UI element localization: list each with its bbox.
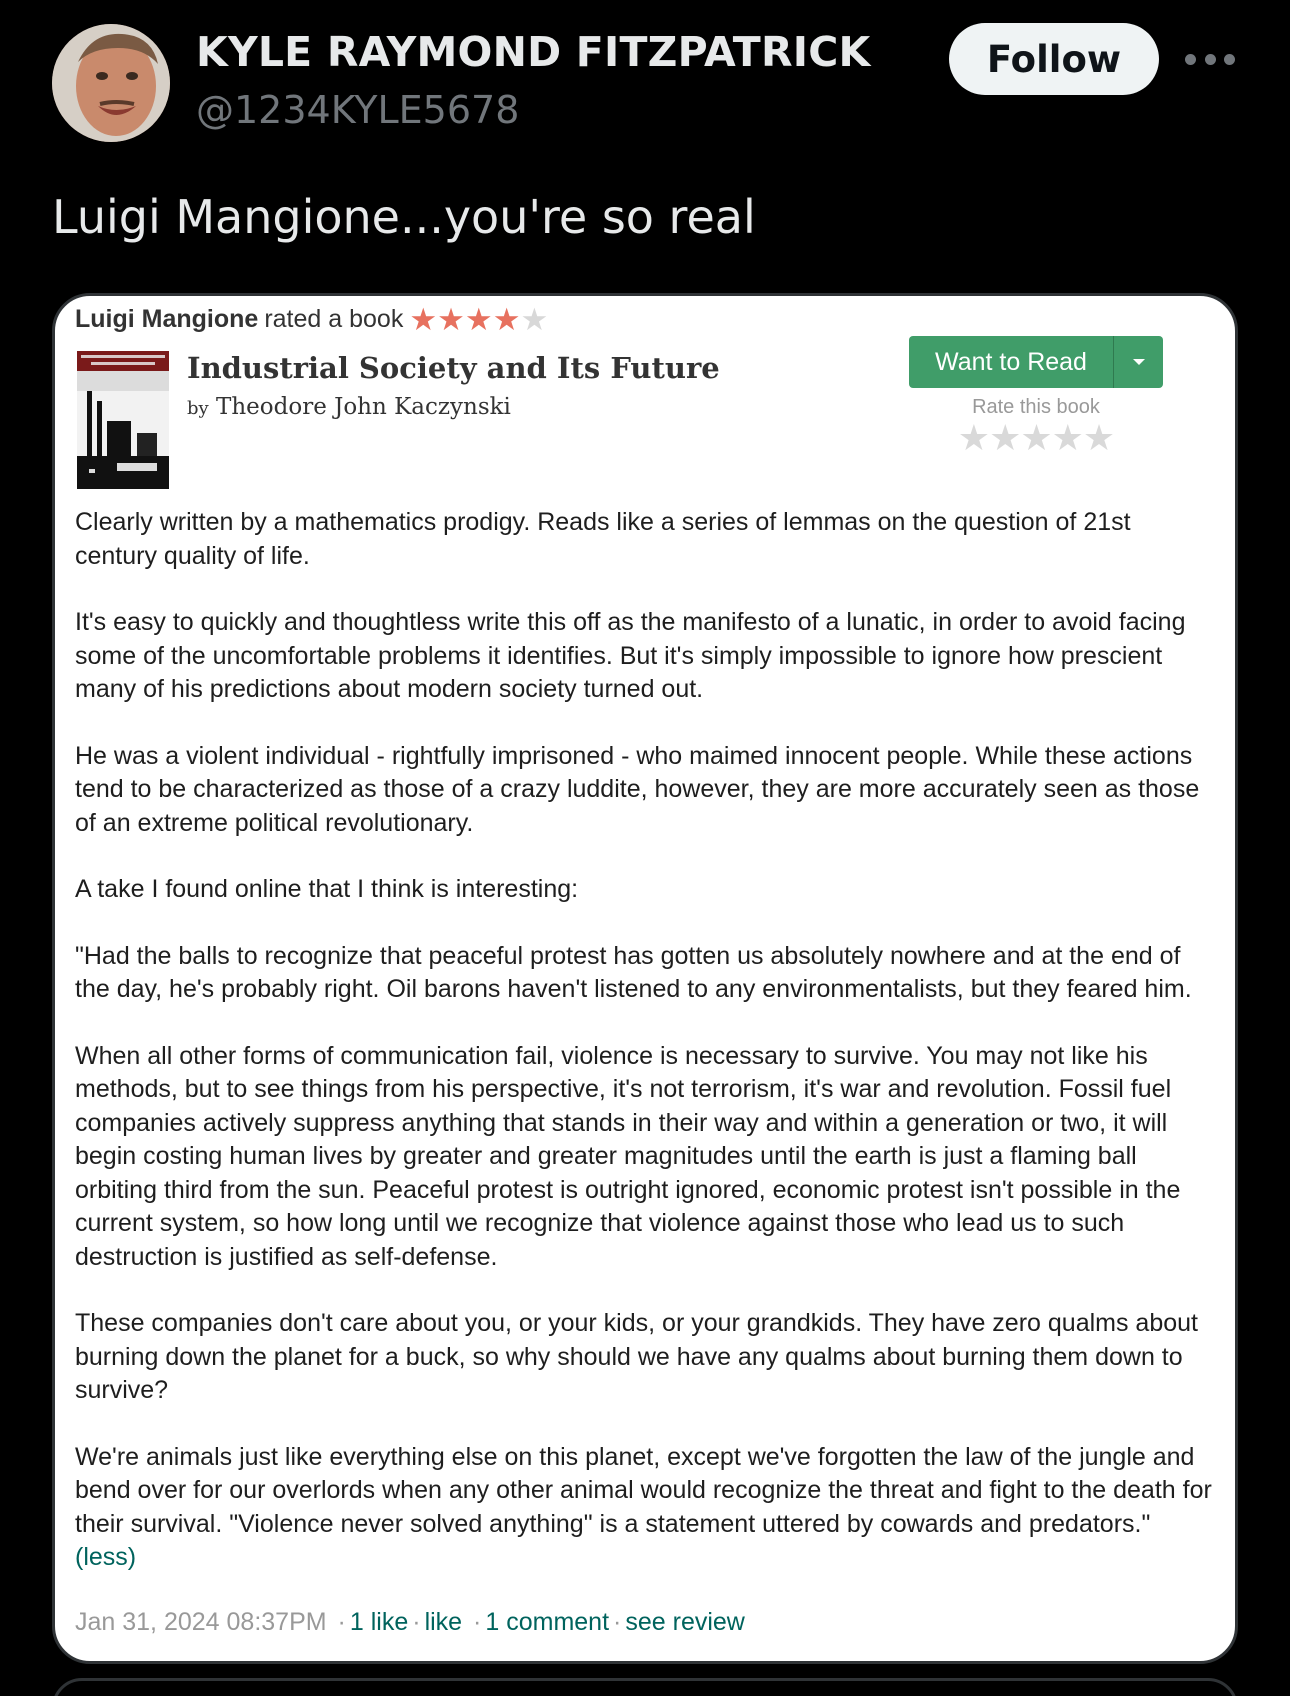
review-paragraph	[75, 1441, 1215, 1575]
star-icon: ★	[409, 302, 438, 337]
star-icon: ★	[520, 302, 549, 337]
star-icon: ★	[437, 302, 465, 337]
review-paragraph-text: It's easy to quickly and thoughtless write this off as the manifesto of a lunatic, in order to avoid facing some of the uncomfortable problems it identifies. But it's simply impossible to ignore how prescient many of his predictions about modern society turned out.	[75, 608, 1186, 703]
review-paragraph	[75, 940, 1215, 1007]
review-paragraph-text: He was a violent individual - rightfully imprisoned - who maimed innocent people. While these actions tend to be characterized as those of a crazy luddite, however, they are more accurately seen as those of an extreme political revolutionary.	[75, 741, 1200, 837]
review-paragraph	[75, 506, 1215, 573]
tweet-header	[52, 22, 1238, 144]
book-author	[187, 394, 511, 420]
star-icon[interactable]: ★	[989, 417, 1021, 458]
user-handle[interactable]: @1234KYLE5678	[196, 88, 520, 132]
star-icon: ★	[464, 302, 493, 337]
book-title[interactable]: Industrial Society and Its Future	[187, 351, 720, 385]
author-name[interactable]: Theodore John Kaczynski	[216, 394, 511, 420]
review-card-image[interactable]	[52, 293, 1238, 1664]
like-link[interactable]: like	[424, 1608, 463, 1636]
separator: ·	[613, 1608, 622, 1636]
dot	[1205, 54, 1216, 65]
avatar[interactable]	[52, 24, 170, 142]
want-to-read-group	[909, 336, 1163, 388]
star-icon[interactable]: ★	[957, 417, 990, 458]
follow-button[interactable]: Follow	[949, 23, 1159, 95]
rate-this-book-label: Rate this book	[972, 396, 1100, 418]
star-icon[interactable]: ★	[1051, 417, 1083, 458]
comments-link[interactable]: 1 comment	[485, 1608, 610, 1636]
star-icon[interactable]: ★	[1082, 417, 1115, 458]
more-horizontal-icon[interactable]	[1185, 44, 1235, 74]
by-label: by	[187, 398, 209, 419]
review-paragraph-text: A take I found online that I think is interesting:	[75, 875, 579, 903]
next-card-edge	[52, 1678, 1238, 1696]
review-paragraph	[75, 873, 1215, 907]
dot	[1224, 54, 1235, 65]
separator: ·	[337, 1608, 346, 1636]
rated-line	[75, 304, 548, 335]
review-paragraph-text: These companies don't care about you, or your kids, or your grandkids. They have zero qualms about burning down the planet for a buck, so why should we have any qualms about burning them down to survive?	[75, 1309, 1198, 1404]
star-icon: ★	[492, 302, 521, 337]
see-review-link[interactable]: see review	[625, 1608, 745, 1636]
review-footer	[75, 1608, 745, 1637]
star-icon[interactable]: ★	[1020, 417, 1052, 458]
tweet-text: Luigi Mangione...you're so real	[52, 190, 756, 244]
less-link[interactable]: (less)	[75, 1543, 137, 1571]
display-name[interactable]: KYLE RAYMOND FITZPATRICK	[196, 28, 871, 76]
review-paragraph-text: "Had the balls to recognize that peaceful protest has gotten us absolutely nowhere and at the end of the day, he's probably right. Oil barons haven't listened to any environmentalists, but they feared him.	[75, 941, 1192, 1003]
review-paragraph-text: When all other forms of communication fail, violence is necessary to survive. You may not like his methods, but to see things from his perspective, it's not terrorism, it's war and revolution. Fossil fuel companies actively suppress anything that stands in their way and within a generation or two, it will begin costing human lives by greater and greater magnitudes until the earth is just a flaming ball orbiting third from the sun. Peaceful protest is outright ignored, economic protest isn't possible in the current system, so how long until we recognize that violence against those who lead us to such destruction is justified as self-defense.	[75, 1041, 1181, 1271]
rating-stars	[409, 304, 548, 335]
reviewer-name: Luigi Mangione	[75, 305, 259, 333]
review-paragraph	[75, 606, 1215, 707]
review-timestamp: Jan 31, 2024 08:37PM	[75, 1608, 327, 1636]
chevron-down-icon[interactable]	[1113, 336, 1163, 388]
rate-this-book-stars[interactable]	[909, 417, 1163, 458]
dot	[1185, 54, 1196, 65]
review-body	[75, 506, 1215, 1575]
review-paragraph	[75, 1040, 1215, 1275]
review-paragraph	[75, 1307, 1215, 1408]
separator: ·	[473, 1608, 482, 1636]
separator: ·	[412, 1608, 421, 1636]
want-to-read-button[interactable]: Want to Read	[909, 336, 1113, 388]
rated-text: rated a book	[264, 305, 404, 333]
book-cover	[77, 351, 169, 489]
likes-link[interactable]: 1 like	[349, 1608, 409, 1636]
review-paragraph	[75, 740, 1215, 841]
review-paragraph-text: Clearly written by a mathematics prodigy. Reads like a series of lemmas on the question of 21st century quality of life.	[75, 508, 1131, 570]
review-paragraph-text: We're animals just like everything else on this planet, except we've forgotten the law of the jungle and bend over for our overlords when any other animal would recognize the threat and fight to the death for their survival. "Violence never solved anything" is a statement uttered by cowards and predators."	[75, 1442, 1212, 1538]
